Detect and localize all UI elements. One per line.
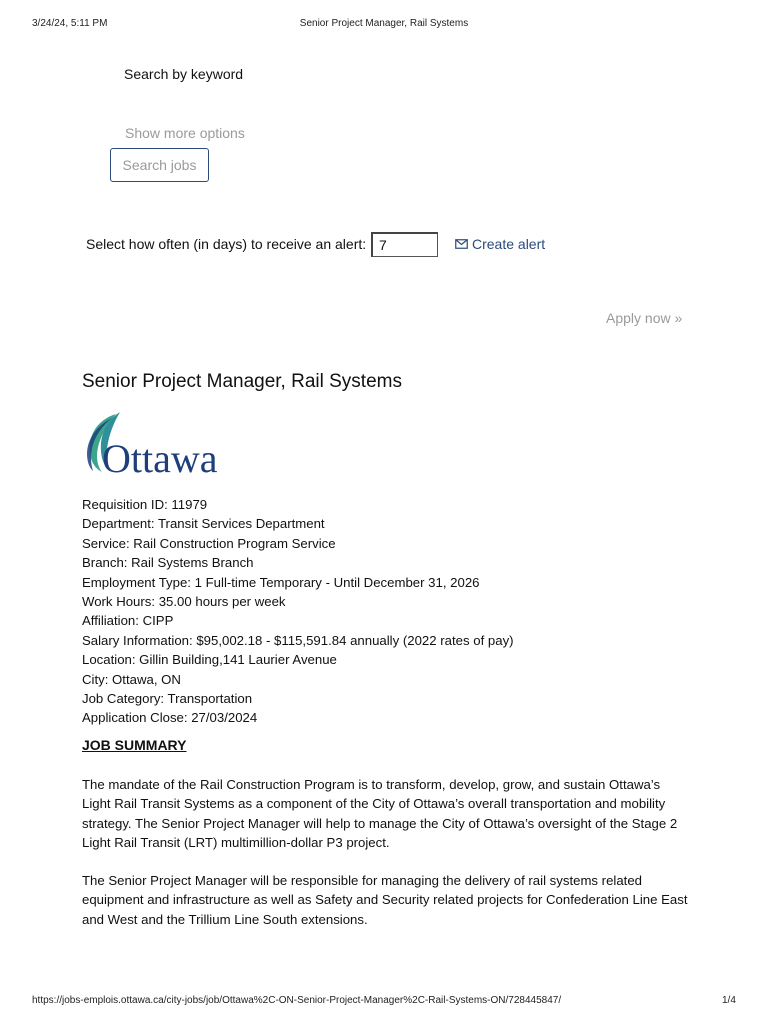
print-title: Senior Project Manager, Rail Systems xyxy=(299,18,469,29)
job-details-list xyxy=(82,495,514,728)
city-of-ottawa-logo xyxy=(82,410,232,478)
summary-paragraph: The mandate of the Rail Construction Program is to transform, develop, grow, and sustain Ottawa’s Light Rail Transit Systems as a component of the City of Ottawa’s overall transportation and mobility strategy. The Senior Project Manager will help to manage the City of Ottawa’s oversight of the Stage 2 Light Rail Transit (LRT) multimillion-dollar P3 project. xyxy=(82,777,678,850)
detail-department: Department: Transit Services Department xyxy=(82,516,325,532)
job-summary-heading: JOB SUMMARY xyxy=(82,737,187,753)
detail-employment-type: Employment Type: 1 Full-time Temporary - Until December 31, 2026 xyxy=(82,574,480,590)
create-alert-link[interactable] xyxy=(455,236,545,252)
create-alert-label: Create alert xyxy=(472,236,546,252)
detail-service: Service: Rail Construction Program Service xyxy=(82,535,336,551)
detail-salary: Salary Information: $95,002.18 - $115,591.84 annually (2022 rates of pay) xyxy=(82,632,514,648)
detail-work-hours: Work Hours: 35.00 hours per week xyxy=(82,594,286,610)
ottawa-logo-icon xyxy=(82,410,232,478)
detail-city: City: Ottawa, ON xyxy=(82,671,181,687)
envelope-icon xyxy=(455,239,468,249)
detail-location: Location: Gillin Building,141 Laurier Avenue xyxy=(82,652,337,668)
detail-affiliation: Affiliation: CIPP xyxy=(82,613,174,629)
alert-days-input[interactable] xyxy=(371,232,438,257)
summary-paragraph: The Senior Project Manager will be responsible for managing the delivery of rail systems related equipment and infrastructure as well as Safety and Security related projects for Confederation Line East and West and the Trillium Line South extensions. xyxy=(82,873,688,927)
alert-frequency-label: Select how often (in days) to receive an alert: xyxy=(86,236,367,252)
logo-wordmark: Ottawa xyxy=(102,436,218,478)
detail-requisition-id: Requisition ID: 11979 xyxy=(82,497,208,512)
search-jobs-button[interactable]: Search jobs xyxy=(110,148,209,182)
print-page-number: 1/4 xyxy=(722,995,736,1006)
detail-job-category: Job Category: Transportation xyxy=(82,691,253,707)
detail-application-close: Application Close: 27/03/2024 xyxy=(82,710,258,726)
show-more-options-link[interactable]: Show more options xyxy=(125,125,245,141)
job-title: Senior Project Manager, Rail Systems xyxy=(82,371,402,392)
print-datetime: 3/24/24, 5:11 PM xyxy=(32,18,108,29)
detail-branch: Branch: Rail Systems Branch xyxy=(82,555,254,571)
apply-now-link[interactable]: Apply now » xyxy=(606,310,683,326)
print-url: https://jobs-emplois.ottawa.ca/city-jobs/job/Ottawa%2C-ON-Senior-Project-Manager%2C-Rail-Systems-ON/728445847/ xyxy=(32,995,562,1006)
search-keyword-label[interactable]: Search by keyword xyxy=(124,66,244,82)
